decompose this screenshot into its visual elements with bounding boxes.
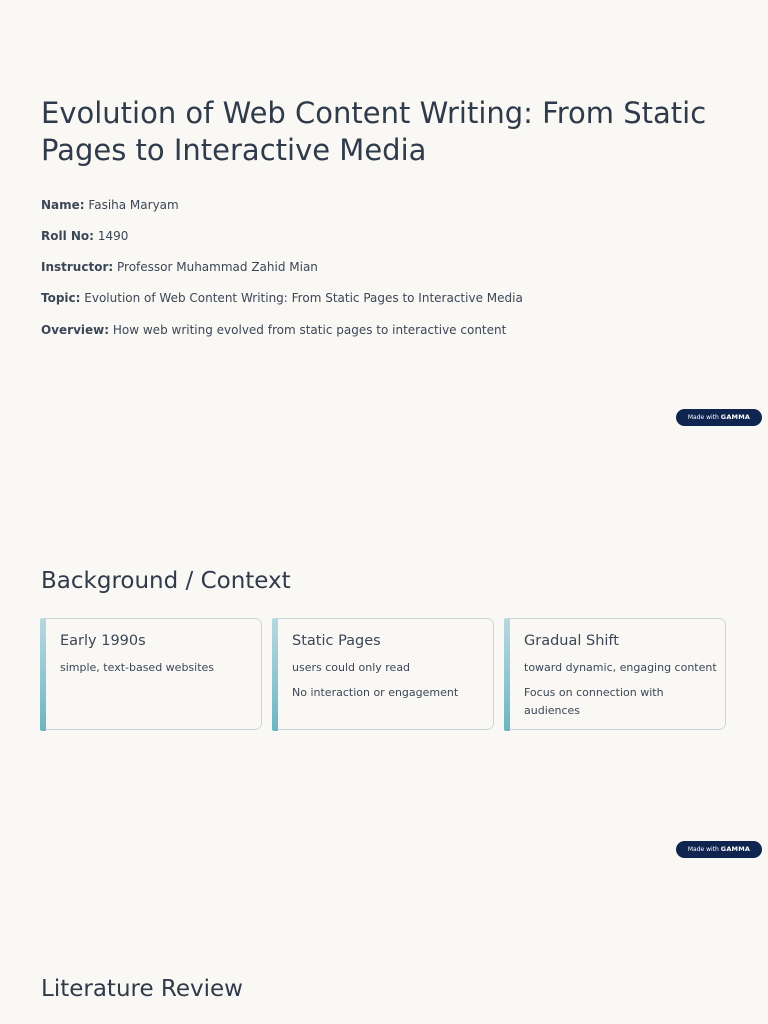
slide-title: Evolution of Web Content Writing: From Static Pages to Interactive Media	[41, 96, 707, 167]
made-with-gamma-badge[interactable]	[676, 409, 762, 426]
card-item: No interaction or engagement	[292, 686, 459, 699]
card-accent-bar	[272, 618, 278, 731]
info-overview-value: How web writing evolved from static pages to interactive content	[112, 323, 507, 337]
info-instructor-value: Professor Muhammad Zahid Mian	[117, 260, 318, 274]
card-early-1990s	[41, 618, 262, 730]
info-overview	[41, 322, 506, 338]
info-roll-no	[41, 228, 128, 244]
section-heading-literature-review: Literature Review	[41, 976, 243, 1002]
card-static-pages	[273, 618, 494, 730]
card-title: Early 1990s	[60, 633, 146, 649]
card-accent-bar	[504, 618, 510, 731]
card-item: Focus on connection with audiences	[524, 686, 664, 717]
card-item: simple, text-based websites	[60, 661, 215, 674]
info-topic	[41, 290, 523, 306]
info-overview-label: Overview:	[41, 323, 110, 337]
card-item: toward dynamic, engaging content	[524, 661, 717, 674]
card-item: users could only read	[292, 661, 411, 674]
info-name	[41, 197, 179, 213]
info-name-label: Name:	[41, 198, 85, 212]
badge-prefix: Made with	[687, 846, 719, 853]
info-name-value: Fasiha Maryam	[88, 198, 179, 212]
info-roll-no-label: Roll No:	[41, 229, 94, 243]
card-title: Gradual Shift	[524, 633, 619, 649]
info-topic-value: Evolution of Web Content Writing: From Static Pages to Interactive Media	[84, 291, 523, 305]
gamma-logo: GAMMA	[720, 845, 751, 853]
gamma-logo: GAMMA	[720, 413, 751, 421]
section-heading-background: Background / Context	[41, 568, 291, 594]
card-accent-bar	[40, 618, 46, 731]
info-topic-label: Topic:	[41, 291, 81, 305]
info-roll-no-value: 1490	[97, 229, 129, 243]
card-gradual-shift	[505, 618, 726, 730]
made-with-gamma-badge[interactable]	[676, 841, 762, 858]
info-instructor	[41, 259, 318, 275]
badge-prefix: Made with	[687, 414, 719, 421]
info-instructor-label: Instructor:	[41, 260, 114, 274]
card-title: Static Pages	[292, 633, 381, 649]
